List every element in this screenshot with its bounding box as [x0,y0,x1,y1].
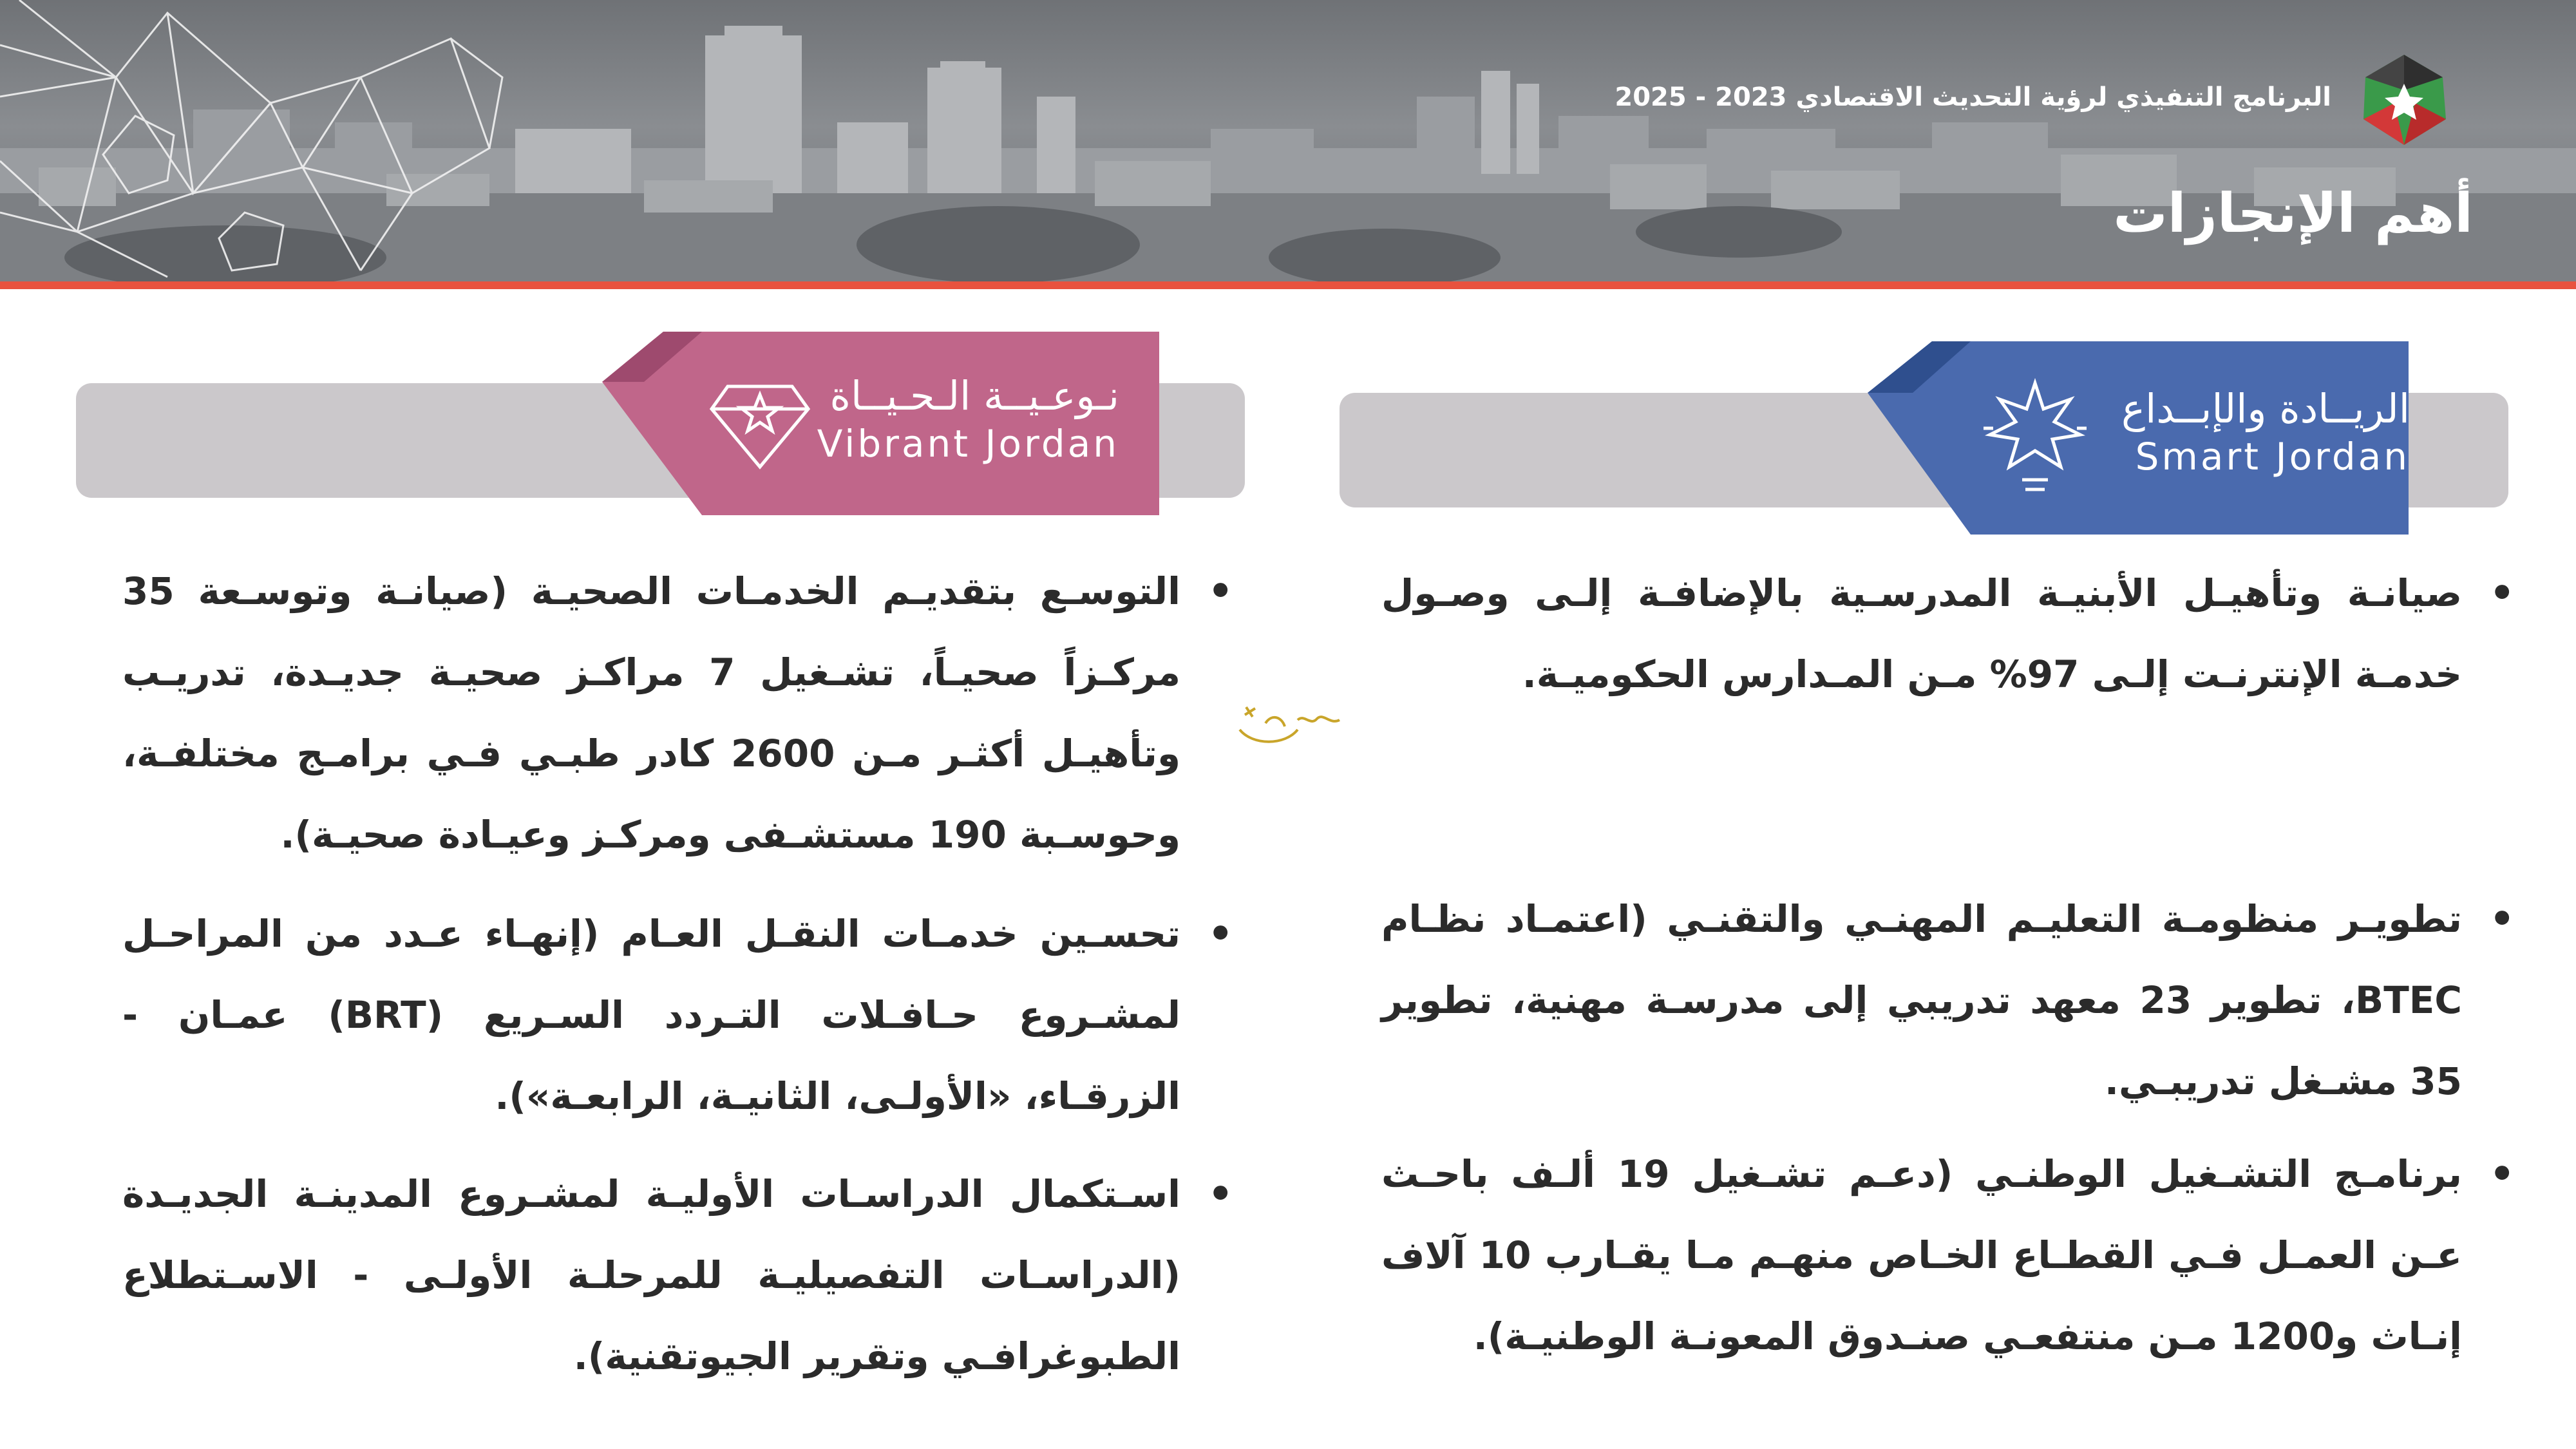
header-banner [0,0,2576,281]
right-tab-arabic-label: الريــادة والإبــداع [2121,385,2410,432]
right-bullet-list [1381,553,2515,1377]
list-item: • التوسـع بتقديـم الخدمـات الصحيـة (صيانـة وتوسـعة 35 مركـزاً صحيـاً، تشـغيل 7 مراكـز صحيـة جديـدة، تدريـب وتأهيـل أكثـر مـن 2600 كادر طبـي فـي برامـج مختلفـة، وحوسـبة 190 مستشـفى ومركـز وعيـادة صحيـة). [122,551,1233,875]
list-item: • برنامـج التشـغيل الوطنـي (دعـم تشـغيل 19 ألـف باحـث عـن العمـل فـي القطـاع الخـاص منهـم مـا يقـارب 10 آلاف إنـاث و1200 مـن منتفعـي صنـدوق المعونـة الوطنيـة). [1381,1133,2515,1377]
page-title: أهم الإنجازات [2113,182,2473,245]
list-item: • اسـتكمال الدراسـات الأوليـة لمشـروع المدينـة الجديـدة (الدراسـات التفصيليـة للمرحلـة الأولـى - الاسـتطلاع الطبوغرافـي وتقرير الجيوتقنية). [122,1153,1233,1397]
right-section-tab [2121,385,2410,478]
header-divider [0,281,2576,289]
right-tab-english-label: Smart Jordan [2135,435,2410,478]
burst-lightbulb-icon [1980,374,2090,502]
diamond-star-icon [708,370,811,473]
left-tab-arabic-label: نـوعـيــة الـحـيــاة [829,372,1119,419]
left-tab-english-label: Vibrant Jordan [817,422,1119,466]
left-section-tab [817,372,1119,466]
left-column [122,551,1233,1397]
left-bullet-list [122,551,1233,1397]
program-title: البرنامج التنفيذي لرؤية التحديث الاقتصادي 2023 - 2025 [1615,82,2331,112]
list-item: • تحسـين خدمـات النقـل العـام (إنهـاء عـدد من المراحـل لمشـروع حـافـلات التـردد السـريع (BRT) عمـان - الزرقـاء، «الأولـى، الثانيـة، الرابعـة»). [122,893,1233,1137]
list-item: • صيانـة وتأهيـل الأبنيـة المدرسـية بالإضافـة إلـى وصـول خدمـة الإنترنـت إلـى 97% مـن المـدارس الحكوميـة. [1381,553,2515,715]
jordan-star-logo-icon [2356,52,2452,148]
right-column [1381,553,2515,1377]
handwritten-signature-icon [1227,694,1349,752]
list-item: • تطويـر منظومـة التعليـم المهنـي والتقنـي (اعتمـاد نظـام BTEC، تطوير 23 معهد تدريبي إلى مدرسـة مهنية، تطوير 35 مشـغل تدريبـي. [1381,878,2515,1122]
